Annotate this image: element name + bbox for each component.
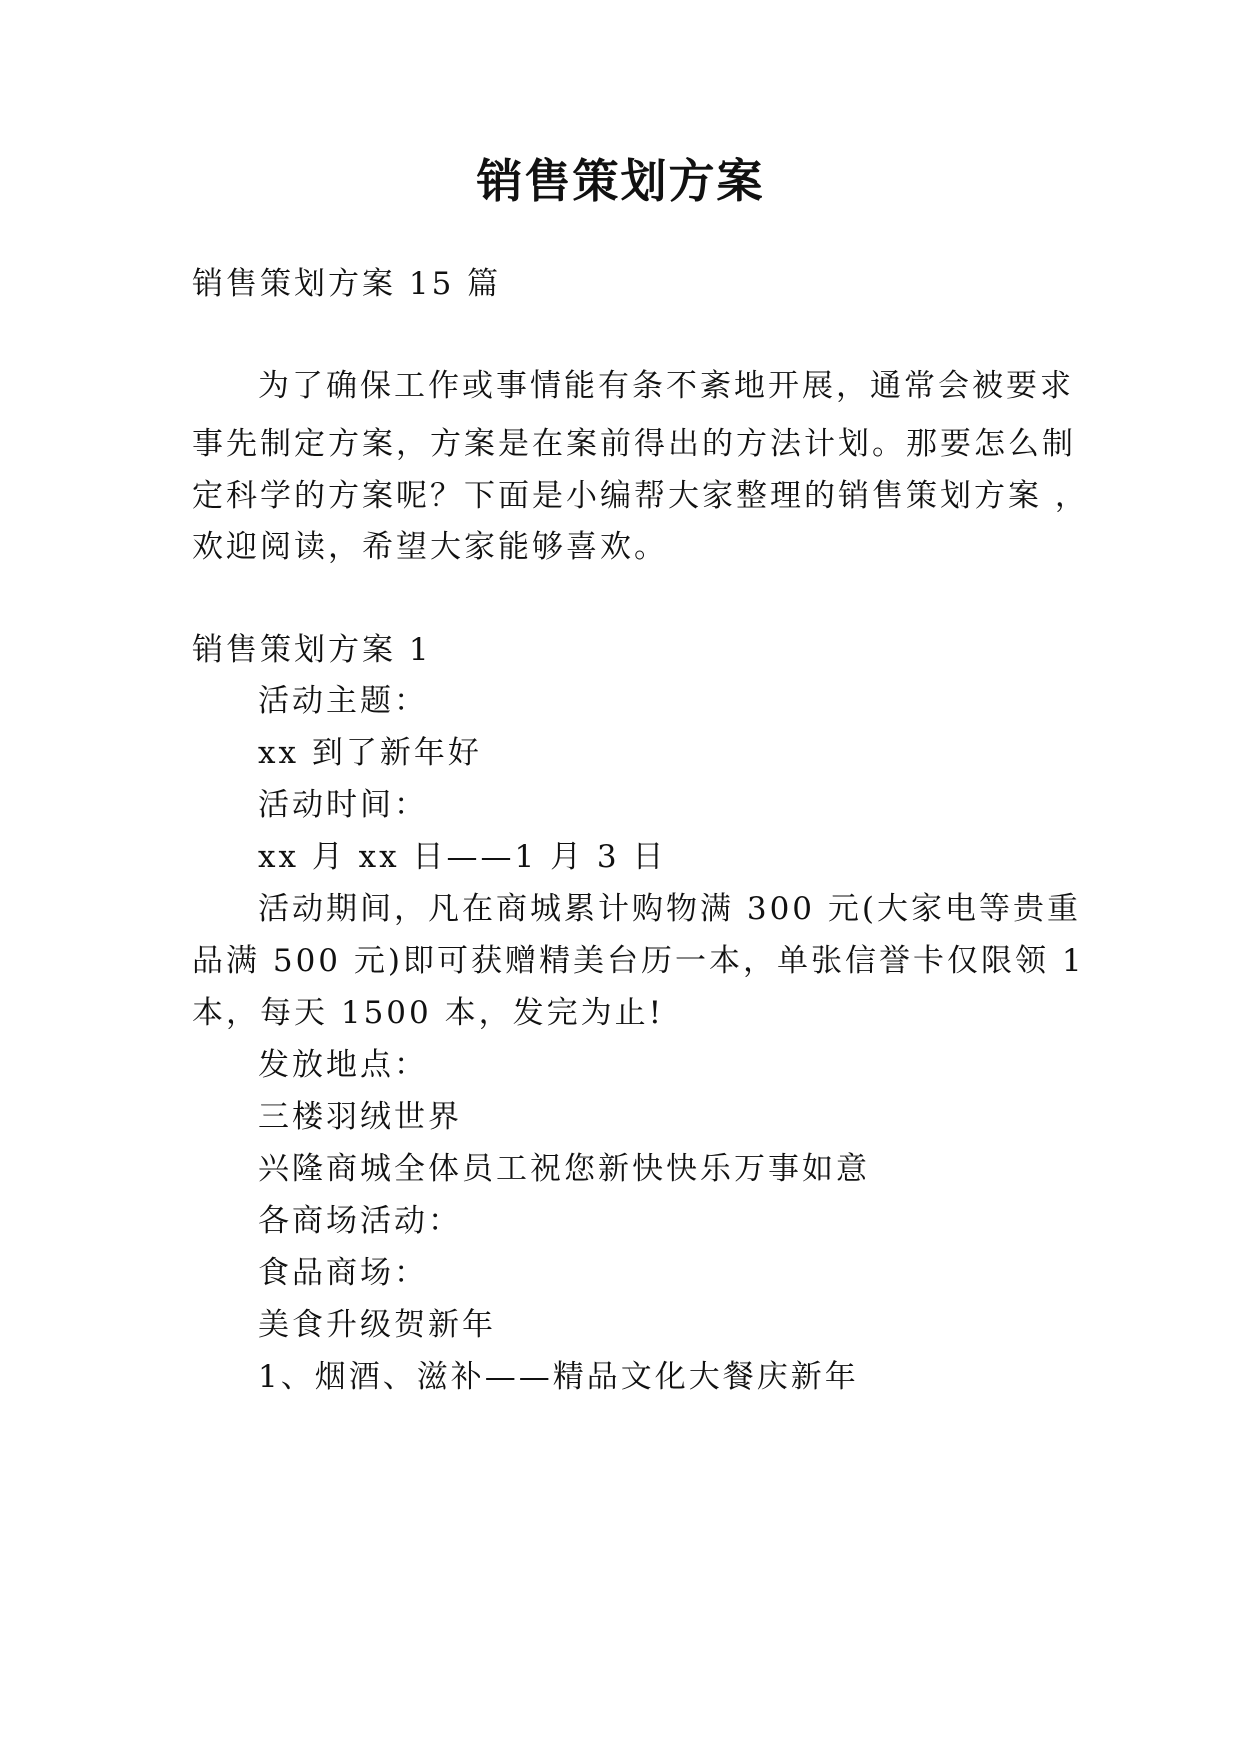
intro-line-2: 事先制定方案，方案是在案前得出的方法计划。那要怎么制: [192, 426, 1076, 462]
intro-line-4: 欢迎阅读，希望大家能够喜欢。: [192, 529, 668, 565]
section-line-13: 美食升级贺新年: [258, 1307, 496, 1343]
section-line-3: 活动时间：: [258, 787, 428, 823]
document-subtitle: 销售策划方案 15 篇: [192, 266, 502, 302]
section-heading: 销售策划方案 1: [192, 632, 432, 668]
section-line-12: 食品商场：: [258, 1255, 428, 1291]
intro-line-3: 定科学的方案呢？下面是小编帮大家整理的销售策划方案 ，: [192, 478, 1089, 514]
section-line-7: 本，每天 1500 本，发完为止!: [192, 995, 665, 1031]
section-line-6: 品满 500 元)即可获赠精美台历一本，单张信誉卡仅限领 1: [192, 943, 1085, 979]
section-line-1: 活动主题：: [258, 683, 428, 719]
intro-line-1: 为了确保工作或事情能有条不紊地开展，通常会被要求: [258, 368, 1074, 404]
section-line-10: 兴隆商城全体员工祝您新快快乐万事如意: [258, 1151, 870, 1187]
section-line-5: 活动期间，凡在商城累计购物满 300 元(大家电等贵重: [258, 891, 1081, 927]
section-line-9: 三楼羽绒世界: [258, 1099, 462, 1135]
section-line-2: xx 到了新年好: [258, 735, 482, 771]
section-line-4: xx 月 xx 日——1 月 3 日: [258, 839, 667, 875]
section-line-8: 发放地点：: [258, 1047, 428, 1083]
section-line-14: 1、烟酒、滋补——精品文化大餐庆新年: [258, 1359, 859, 1395]
document-title: 销售策划方案: [476, 154, 765, 208]
section-line-11: 各商场活动：: [258, 1203, 462, 1239]
